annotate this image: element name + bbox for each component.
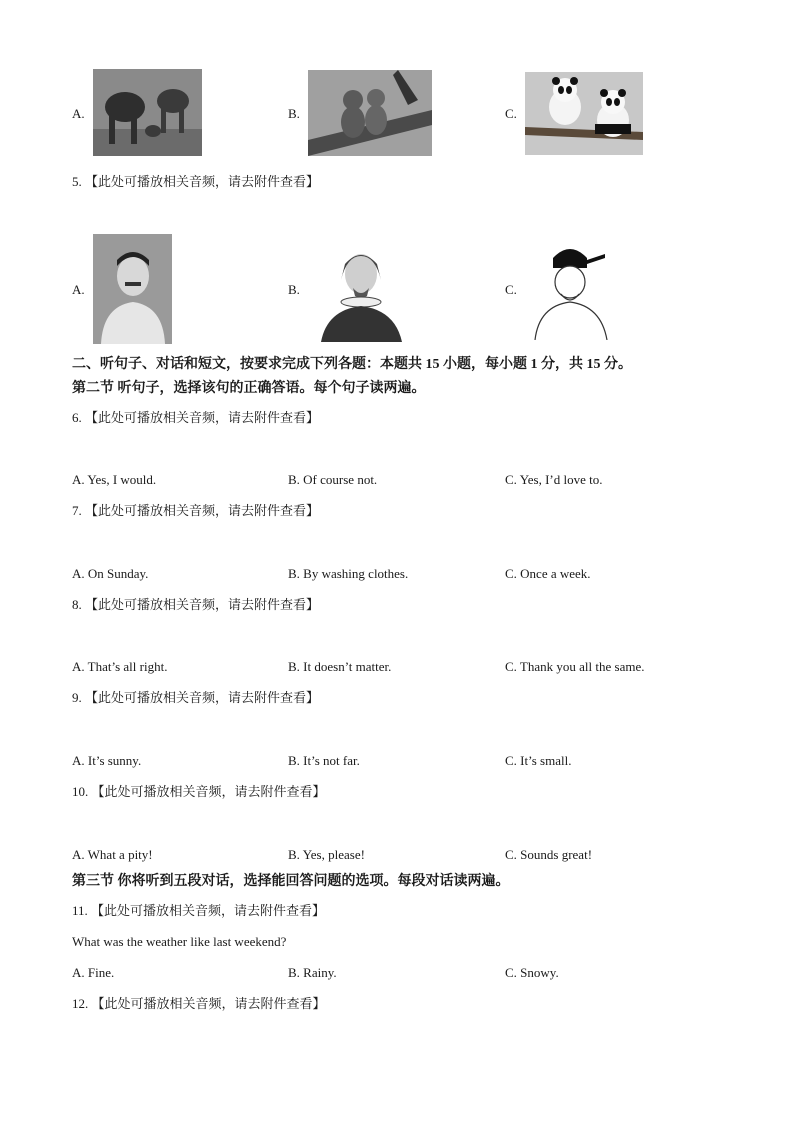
- q11-question: What was the weather like last weekend?: [72, 934, 287, 949]
- q4-option-a-label: A.: [72, 106, 85, 121]
- elephants-photo: [93, 69, 202, 156]
- q5-option-a-label: A.: [72, 282, 85, 297]
- q7-option-b: B. By washing clothes.: [288, 566, 409, 581]
- q5-option-c-label: C.: [505, 282, 517, 297]
- shakespeare-portrait: [315, 236, 408, 342]
- q4-option-b-label: B.: [288, 106, 300, 121]
- q9-option-a: A. It’s sunny.: [72, 753, 142, 768]
- q9-option-b: B. It’s not far.: [288, 753, 360, 768]
- q7-prompt: 7. 【此处可播放相关音频，请去附件查看】: [72, 503, 320, 518]
- q9-prompt: 9. 【此处可播放相关音频，请去附件查看】: [72, 690, 320, 705]
- q8-option-a: A. That’s all right.: [72, 659, 168, 674]
- q8-option-c: C. Thank you all the same.: [505, 659, 645, 674]
- part-3-heading: 第三节 你将听到五段对话，选择能回答问题的选项。每段对话读两遍。: [72, 874, 510, 889]
- pandas-photo: [525, 72, 643, 155]
- q11-option-c: C. Snowy.: [505, 965, 559, 980]
- q8-option-b: B. It doesn’t matter.: [288, 659, 392, 674]
- q5-prompt: 5. 【此处可播放相关音频，请去附件查看】: [72, 174, 320, 189]
- q10-option-b: B. Yes, please!: [288, 847, 365, 862]
- section-2-heading: 二、听句子、对话和短文，按要求完成下列各题：本题共 15 小题，每小题 1 分，共 15 分。: [72, 357, 632, 372]
- ancient-poet-drawing: [525, 240, 616, 340]
- q7-option-a: A. On Sunday.: [72, 566, 149, 581]
- q10-option-c: C. Sounds great!: [505, 847, 593, 862]
- q6-option-c: C. Yes, I’d love to.: [505, 472, 603, 487]
- q12-prompt: 12. 【此处可播放相关音频，请去附件查看】: [72, 996, 326, 1011]
- q4-option-c-label: C.: [505, 106, 517, 121]
- q6-option-a: A. Yes, I would.: [72, 472, 157, 487]
- q11-option-a: A. Fine.: [72, 965, 115, 980]
- part-2-heading: 第二节 听句子，选择该句的正确答语。每个句子读两遍。: [72, 381, 426, 396]
- q10-option-a: A. What a pity!: [72, 847, 153, 862]
- q8-prompt: 8. 【此处可播放相关音频，请去附件查看】: [72, 597, 320, 612]
- q6-prompt: 6. 【此处可播放相关音频，请去附件查看】: [72, 410, 320, 425]
- q6-option-b: B. Of course not.: [288, 472, 378, 487]
- q7-option-c: C. Once a week.: [505, 566, 591, 581]
- monkeys-photo: [308, 70, 432, 156]
- q11-prompt: 11. 【此处可播放相关音频，请去附件查看】: [72, 903, 326, 918]
- q5-option-b-label: B.: [288, 282, 300, 297]
- q9-option-c: C. It’s small.: [505, 753, 572, 768]
- lu-xun-portrait: [93, 234, 172, 344]
- q10-prompt: 10. 【此处可播放相关音频，请去附件查看】: [72, 784, 326, 799]
- q11-option-b: B. Rainy.: [288, 965, 337, 980]
